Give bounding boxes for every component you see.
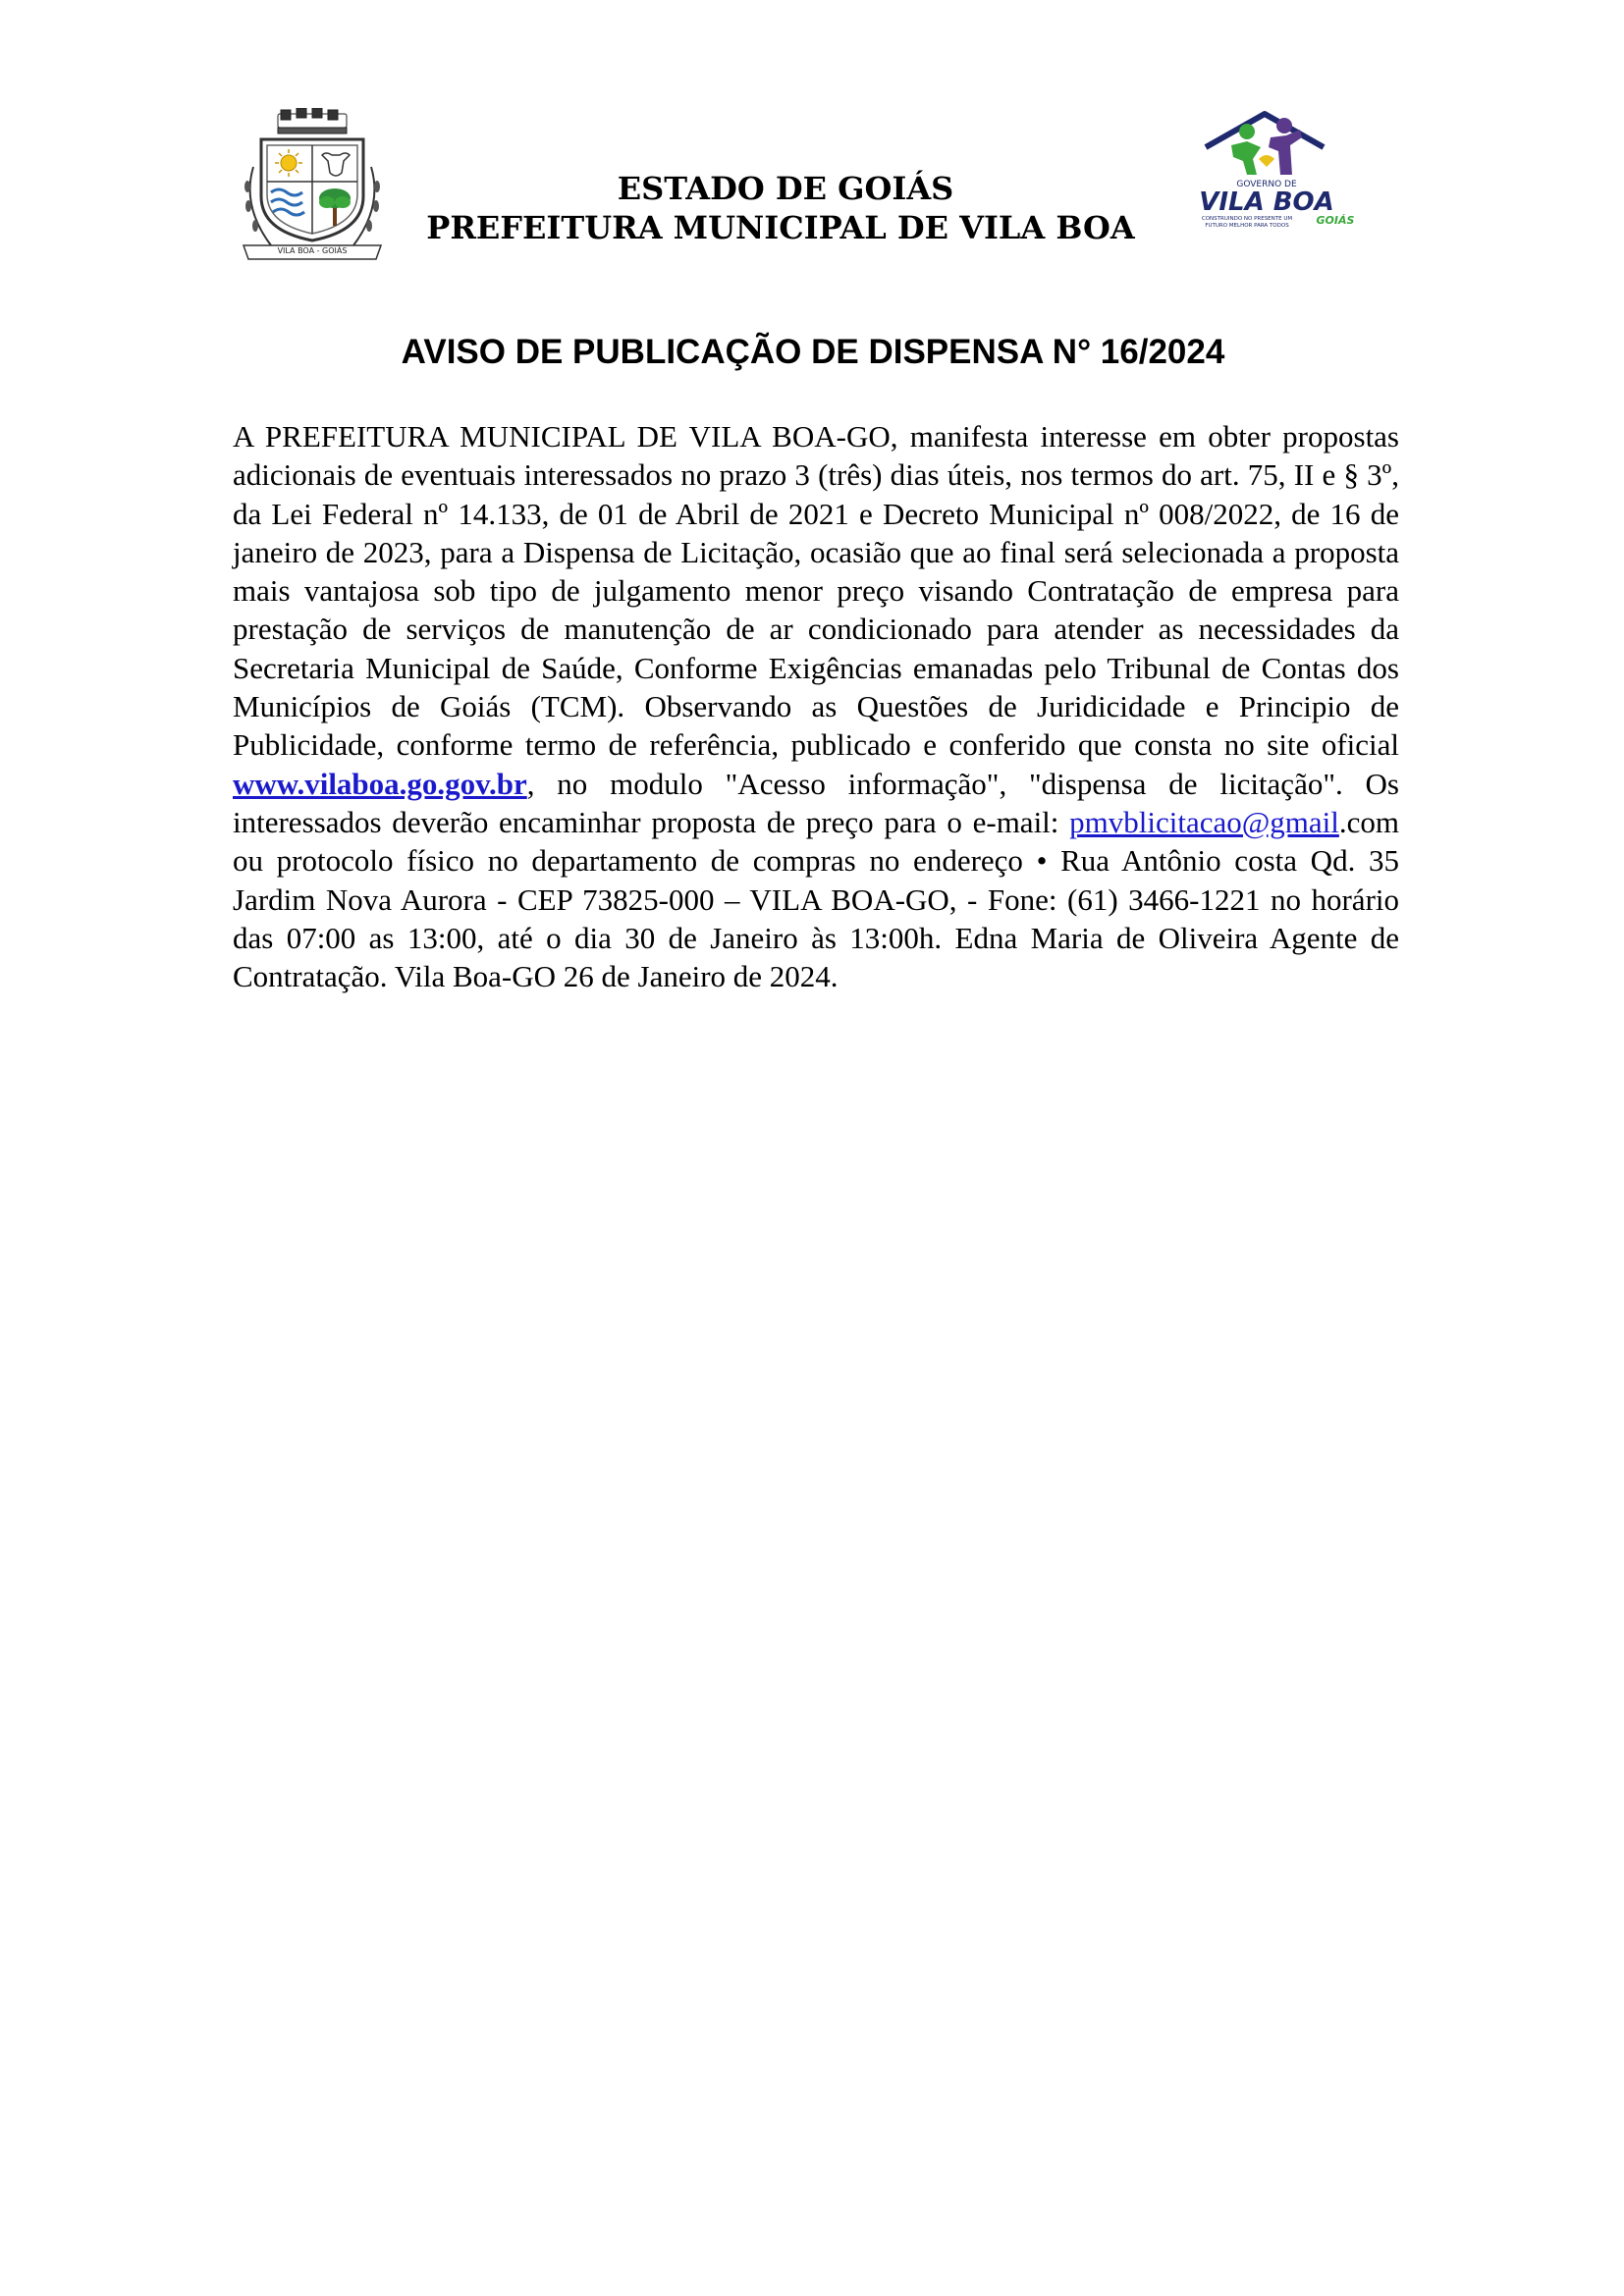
header-prefecture: PREFEITURA MUNICIPAL DE VILA BOA [426, 209, 1135, 246]
body-text-part2: , no modulo "Acesso informação", "dispensa de licitação". Os interessados deverão encaminhar proposta de preço para o e-mail: [233, 766, 1399, 839]
notice-title: AVISO DE PUBLICAÇÃO DE DISPENSA N° 16/2024 [401, 333, 1225, 371]
body-text-part3: ou protocolo físico no departamento de compras no endereço • Rua Antônio costa Qd. 35 Jardim Nova Aurora - CEP 73825-000 – VILA BOA-GO, - Fone: (61) 3466-1221 no horário das 07:00 as 13:00, até o dia 30 de Janeiro às 13:00h. Edna Maria de Oliveira Agente de Contratação. Vila Boa-GO 26 de Janeiro de 2024. [233, 843, 1399, 994]
header-state: ESTADO DE GOIÁS [617, 170, 954, 207]
gov-logo-line3: GOIÁS [1316, 214, 1355, 227]
gov-logo-line2: VILA BOA [1199, 187, 1334, 217]
email-link[interactable]: pmvblicitacao@gmail [1069, 804, 1339, 839]
gov-logo-line1: GOVERNO DE [1236, 180, 1297, 189]
website-link[interactable]: www.vilaboa.go.gov.br [233, 766, 527, 801]
crest-ribbon-text: VILA BOA - GOIÁS [277, 246, 348, 255]
document-header [393, 169, 1168, 247]
governo-vila-boa-logo-icon [1168, 106, 1365, 239]
gov-logo-slogan2: FUTURO MELHOR PARA TODOS [1205, 223, 1289, 229]
notice-body [233, 417, 1399, 995]
body-text-part1: A PREFEITURA MUNICIPAL DE VILA BOA-GO, manifesta interesse em obter propostas adicionais de eventuais interessados no prazo 3 (três) dias úteis, nos termos do art. 75, II e § 3º, da Lei Federal nº 14.133, de 01 de Abril de 2021 e Decreto Municipal nº 008/2022, de 16 de janeiro de 2023, para a Dispensa de Licitação, ocasião que ao final será selecionada a proposta mais vantajosa sob tipo de julgamento menor preço visando Contratação de empresa para prestação de serviços de manutenção de ar condicionado para atender as necessidades da Secretaria Municipal de Saúde, Conforme Exigências emanadas pelo Tribunal de Contas dos Municípios de Goiás (TCM). Observando as Questões de Juridicidade e Principio de Publicidade, conforme termo de referência, publicado e conferido que consta no site oficial [233, 419, 1399, 763]
gov-logo-slogan1: CONSTRUINDO NO PRESENTE UM [1201, 216, 1293, 222]
email-suffix: .com [1338, 804, 1399, 839]
coat-of-arms-icon [224, 108, 401, 265]
